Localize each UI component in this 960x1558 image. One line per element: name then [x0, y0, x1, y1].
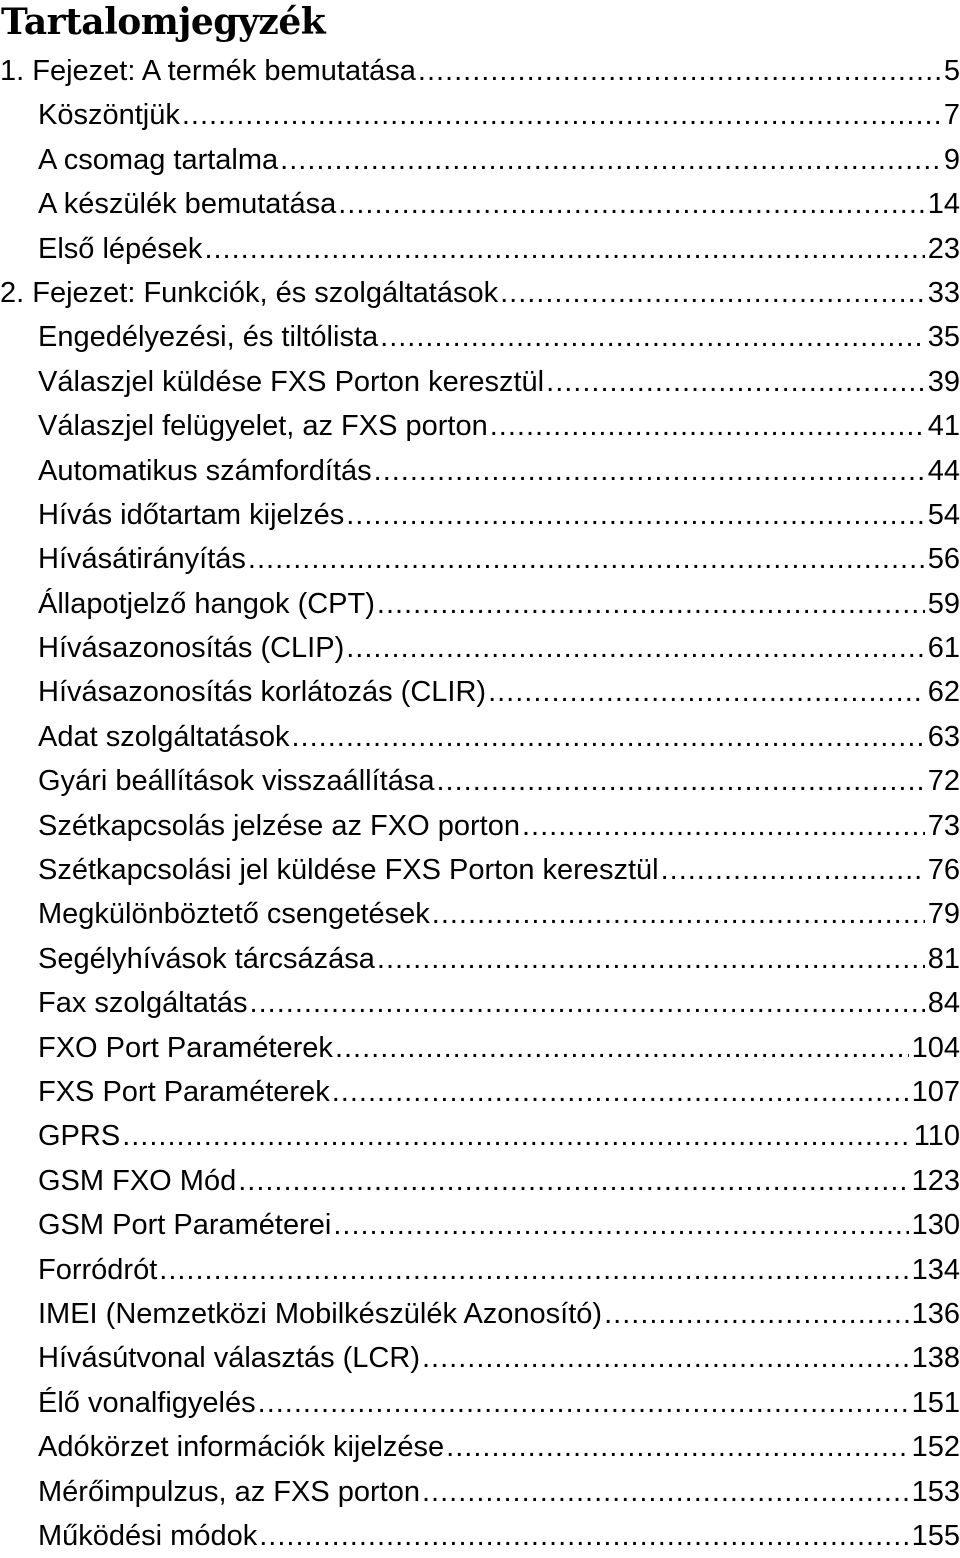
toc-entry-title: Engedélyezési, és tiltólista [38, 321, 379, 354]
toc-dot-leader [422, 1336, 909, 1380]
toc-dot-leader [204, 227, 924, 271]
toc-entry-title: Állapotjelző hangok (CPT) [38, 587, 375, 620]
toc-section-entry[interactable] [0, 493, 960, 537]
toc-entry-title: A készülék bemutatása [38, 188, 337, 221]
toc-page-number: 62 [927, 676, 960, 709]
toc-page-number: 35 [927, 321, 960, 354]
toc-entry-title: Első lépések [38, 232, 203, 265]
toc-section-entry[interactable] [0, 582, 960, 626]
toc-page-number: 7 [943, 99, 960, 132]
toc-entry-title: GPRS [38, 1120, 121, 1153]
toc-entry-title: Hívásátirányítás [38, 543, 246, 576]
toc-entry-title: Forródrót [38, 1253, 158, 1286]
toc-page-number: 123 [911, 1164, 960, 1197]
toc-page-number: 73 [927, 809, 960, 842]
toc-page-number: 130 [911, 1209, 960, 1242]
toc-dot-leader [374, 449, 925, 493]
toc-entry-title: Adókörzet információk kijelzése [38, 1431, 445, 1464]
toc-page-number: 151 [911, 1386, 960, 1419]
toc-page-number: 14 [927, 188, 960, 221]
toc-entry-title: Élő vonalfigyelés [38, 1386, 256, 1419]
toc-section-entry[interactable] [0, 1114, 960, 1158]
toc-section-entry[interactable] [0, 227, 960, 271]
toc-page-number: 41 [927, 410, 960, 443]
toc-dot-leader [490, 404, 925, 448]
toc-section-entry[interactable] [0, 1381, 960, 1425]
toc-entry-title: Válaszjel küldése FXS Porton keresztül [38, 365, 545, 398]
toc-dot-leader [159, 1248, 908, 1292]
toc-chapter-entry[interactable] [0, 271, 960, 315]
toc-entry-title: GSM Port Paraméterei [38, 1209, 332, 1242]
toc-page-number: 56 [927, 543, 960, 576]
toc-dot-leader [377, 582, 925, 626]
toc-entry-title: Mérőimpulzus, az FXS porton [38, 1475, 420, 1508]
toc-dot-leader [335, 1026, 909, 1070]
toc-dot-leader [661, 848, 925, 892]
toc-section-entry[interactable] [0, 315, 960, 359]
toc-section-entry[interactable] [0, 759, 960, 803]
toc-dot-leader [248, 537, 925, 581]
toc-page-number: 9 [943, 143, 960, 176]
toc-section-entry[interactable] [0, 1470, 960, 1514]
toc-dot-leader [377, 937, 925, 981]
toc-section-entry[interactable] [0, 360, 960, 404]
toc-dot-leader [346, 626, 925, 670]
toc-section-entry[interactable] [0, 670, 960, 714]
toc-dot-leader [418, 49, 941, 93]
toc-page-number: 33 [927, 276, 960, 309]
toc-entry-title: 1. Fejezet: A termék bemutatása [0, 55, 416, 87]
toc-page-number: 153 [911, 1475, 960, 1508]
toc-dot-leader [238, 1159, 908, 1203]
toc-dot-leader [546, 360, 925, 404]
toc-entry-title: FXO Port Paraméterek [38, 1031, 333, 1064]
toc-list [0, 49, 960, 1558]
toc-page-number: 44 [927, 454, 960, 487]
page-title: Tartalomjegyzék [1, 1, 326, 43]
toc-entry-title: 2. Fejezet: Funkciók, és szolgáltatások [0, 276, 499, 309]
toc-section-entry[interactable] [0, 182, 960, 226]
toc-section-entry[interactable] [0, 1248, 960, 1292]
toc-dot-leader [333, 1203, 908, 1247]
toc-entry-title: Hívásútvonal választás (LCR) [38, 1342, 420, 1375]
toc-dot-leader [446, 1425, 908, 1469]
toc-section-entry[interactable] [0, 981, 960, 1025]
toc-dot-leader [380, 315, 925, 359]
toc-page-number: 110 [913, 1120, 960, 1153]
toc-page-number: 138 [911, 1342, 960, 1375]
toc-section-entry[interactable] [0, 404, 960, 448]
toc-page-number: 61 [927, 632, 960, 665]
toc-section-entry[interactable] [0, 1292, 960, 1336]
toc-section-entry[interactable] [0, 449, 960, 493]
toc-section-entry[interactable] [0, 1070, 960, 1114]
toc-section-entry[interactable] [0, 937, 960, 981]
toc-page-number: 81 [927, 942, 960, 975]
toc-entry-title: Hívásazonosítás (CLIP) [38, 632, 345, 665]
toc-dot-leader [500, 271, 925, 315]
toc-section-entry[interactable] [0, 138, 960, 182]
toc-page-number: 63 [927, 720, 960, 753]
toc-entry-title: Fax szolgáltatás [38, 987, 248, 1020]
toc-section-entry[interactable] [0, 1203, 960, 1247]
toc-dot-leader [432, 892, 925, 936]
toc-dot-leader [182, 93, 941, 137]
toc-dot-leader [122, 1114, 911, 1158]
toc-section-entry[interactable] [0, 892, 960, 936]
toc-section-entry[interactable] [0, 93, 960, 137]
toc-dot-leader [250, 981, 925, 1025]
toc-section-entry[interactable] [0, 804, 960, 848]
toc-section-entry[interactable] [0, 1514, 960, 1558]
toc-page-number: 72 [927, 765, 960, 798]
toc-entry-title: GSM FXO Mód [38, 1164, 237, 1197]
toc-entry-title: Adat szolgáltatások [38, 720, 290, 753]
toc-section-entry[interactable] [0, 1159, 960, 1203]
toc-page-number: 107 [911, 1075, 960, 1108]
toc-page-number: 84 [927, 987, 960, 1020]
toc-page-number: 59 [927, 587, 960, 620]
toc-page-number: 23 [927, 232, 960, 265]
toc-entry-title: Gyári beállítások visszaállítása [38, 765, 435, 798]
toc-dot-leader [332, 1070, 909, 1114]
toc-entry-title: Köszöntjük [38, 99, 180, 132]
toc-page-number: 152 [911, 1431, 960, 1464]
toc-section-entry[interactable] [0, 715, 960, 759]
toc-page-number: 39 [927, 365, 960, 398]
toc-page-number: 104 [911, 1031, 960, 1064]
toc-entry-title: Működési módok [38, 1519, 258, 1552]
toc-entry-title: FXS Port Paraméterek [38, 1075, 330, 1108]
toc-section-entry[interactable] [0, 537, 960, 581]
toc-page-number: 5 [943, 55, 960, 87]
toc-dot-leader [259, 1514, 908, 1558]
toc-dot-leader [291, 715, 924, 759]
toc-entry-title: Hívásazonosítás korlátozás (CLIR) [38, 676, 487, 709]
toc-dot-leader [258, 1381, 909, 1425]
toc-page-number: 79 [927, 898, 960, 931]
toc-chapter-entry[interactable] [0, 49, 960, 93]
toc-entry-title: Hívás időtartam kijelzés [38, 498, 345, 531]
toc-section-entry[interactable] [0, 848, 960, 892]
toc-section-entry[interactable] [0, 626, 960, 670]
toc-dot-leader [338, 182, 925, 226]
toc-section-entry[interactable] [0, 1336, 960, 1380]
toc-entry-title: Segélyhívások tárcsázása [38, 942, 375, 975]
toc-page-number: 136 [911, 1297, 960, 1330]
toc-entry-title: IMEI (Nemzetközi Mobilkészülék Azonosító) [38, 1297, 603, 1330]
toc-dot-leader [437, 759, 925, 803]
toc-page-number: 155 [911, 1519, 960, 1552]
toc-entry-title: Szétkapcsolási jel küldése FXS Porton keresztül [38, 854, 659, 887]
toc-page-number: 54 [927, 498, 960, 531]
toc-dot-leader [522, 804, 925, 848]
toc-dot-leader [422, 1470, 909, 1514]
toc-section-entry[interactable] [0, 1425, 960, 1469]
toc-page-number: 134 [911, 1253, 960, 1286]
toc-dot-leader [280, 138, 941, 182]
toc-section-entry[interactable] [0, 1026, 960, 1070]
toc-entry-title: Megkülönböztető csengetések [38, 898, 430, 931]
toc-dot-leader [488, 670, 925, 714]
toc-entry-title: Szétkapcsolás jelzése az FXO porton [38, 809, 520, 842]
toc-dot-leader [346, 493, 925, 537]
toc-entry-title: A csomag tartalma [38, 143, 279, 176]
toc-dot-leader [604, 1292, 909, 1336]
toc-entry-title: Válaszjel felügyelet, az FXS porton [38, 410, 488, 443]
toc-page-number: 76 [927, 854, 960, 887]
toc-entry-title: Automatikus számfordítás [38, 454, 372, 487]
